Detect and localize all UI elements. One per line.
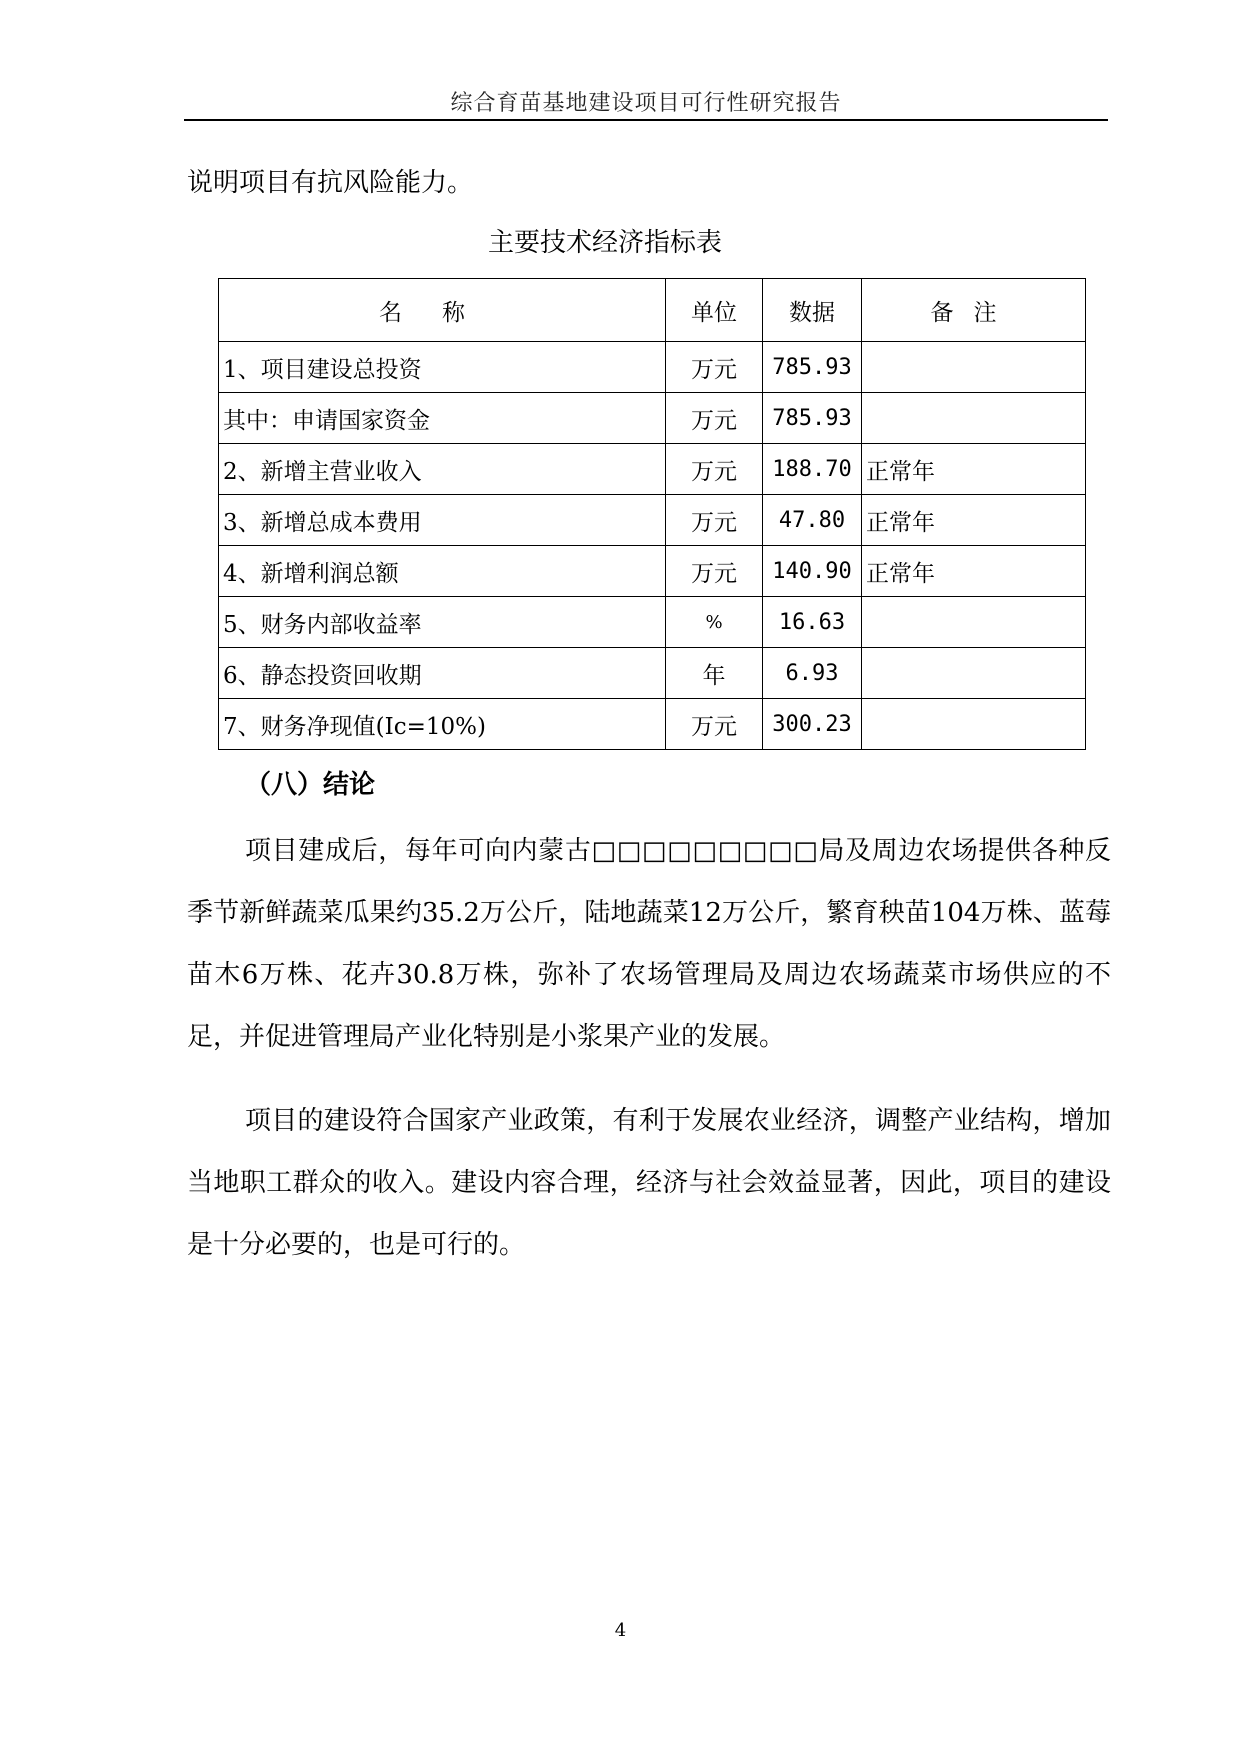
table-title: 主要技术经济指标表 [487,228,722,258]
table-row [219,342,1086,393]
conclusion-paragraph-2: 项目的建设符合国家产业政策，有利于发展农业经济，调整产业结构，增加当地职工群众的收入。建设内容合理，经济与社会效益显著，因此，项目的建设是十分必要的，也是可行的。 [187,1106,1111,1260]
row-name: 3、新增总成本费用 [219,495,666,546]
row-unit: % [666,597,763,648]
row-value: 140.90 [763,546,862,597]
header-note: 备注 [862,279,1086,342]
row-value: 16.63 [763,597,862,648]
row-name: 1、项目建设总投资 [219,342,666,393]
row-unit: 万元 [666,546,763,597]
header-unit: 单位 [666,279,763,342]
table-row [219,546,1086,597]
indicator-table [218,278,1086,750]
row-note: 正常年 [862,495,1086,546]
table-row [219,495,1086,546]
row-name: 7、财务净现值(Ic=10%) [219,699,666,750]
conclusion-paragraph-1: 项目建成后，每年可向内蒙古□□□□□□□□□局及周边农场提供各种反季节新鲜蔬菜瓜果约35.2万公斤，陆地蔬菜12万公斤，繁育秧苗104万株、蓝莓苗木6万株、花卉30.8万株，弥补了农场管理局及周边农场蔬菜市场供应的不足，并促进管理局产业化特别是小浆果产业的发展。 [187,836,1111,1052]
row-value: 6.93 [763,648,862,699]
row-unit: 万元 [666,444,763,495]
row-name: 4、新增利润总额 [219,546,666,597]
row-unit: 万元 [666,699,763,750]
row-name: 5、财务内部收益率 [219,597,666,648]
table-row [219,699,1086,750]
intro-paragraph: 说明项目有抗风险能力。 [187,168,474,198]
table-row [219,648,1086,699]
row-note [862,648,1086,699]
row-note [862,393,1086,444]
header-value: 数据 [763,279,862,342]
row-note [862,699,1086,750]
header-name: 名称 [219,279,666,342]
row-value: 188.70 [763,444,862,495]
row-unit: 万元 [666,393,763,444]
row-note: 正常年 [862,546,1086,597]
table-row [219,444,1086,495]
row-name: 其中：申请国家资金 [219,393,666,444]
row-note [862,597,1086,648]
row-name: 2、新增主营业收入 [219,444,666,495]
table-row [219,597,1086,648]
row-note: 正常年 [862,444,1086,495]
row-name: 6、静态投资回收期 [219,648,666,699]
row-unit: 万元 [666,495,763,546]
section-heading: （八）结论 [245,770,376,800]
row-unit: 万元 [666,342,763,393]
header-rule [184,119,1108,121]
row-unit: 年 [666,648,763,699]
table-header-row [219,279,1086,342]
page-number: 4 [614,1620,627,1641]
table-row [219,393,1086,444]
row-value: 785.93 [763,393,862,444]
row-value: 300.23 [763,699,862,750]
row-value: 47.80 [763,495,862,546]
row-value: 785.93 [763,342,862,393]
row-note [862,342,1086,393]
page-header-title: 综合育苗基地建设项目可行性研究报告 [450,91,842,116]
